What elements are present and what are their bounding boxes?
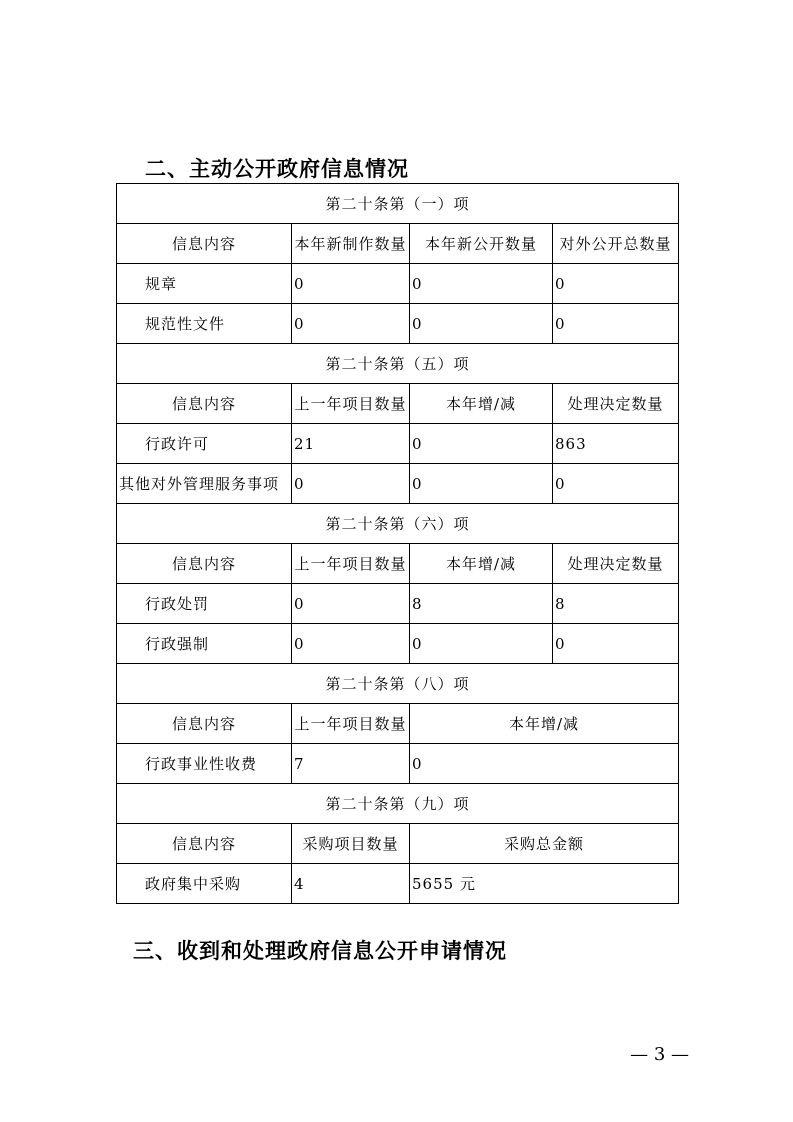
header-cell: 上一年项目数量: [292, 384, 410, 424]
table-row: [117, 304, 679, 344]
value-cell: 0: [292, 264, 410, 304]
value-cell: 0: [410, 424, 553, 464]
table-row: [117, 264, 679, 304]
value-cell: 0: [410, 624, 553, 664]
value-cell: 863: [553, 424, 679, 464]
section-3-heading: 三、收到和处理政府信息公开申请情况: [133, 939, 507, 963]
page-number: — 3 —: [630, 1044, 689, 1065]
header-row: [117, 544, 679, 584]
row-label: 规章: [117, 264, 292, 304]
section-title: 第二十条第（八）项: [117, 664, 679, 704]
value-cell: 0: [410, 264, 553, 304]
row-label: 其他对外管理服务事项: [117, 464, 292, 504]
header-cell: 信息内容: [117, 224, 292, 264]
value-cell: 0: [292, 584, 410, 624]
info-disclosure-table: [116, 183, 679, 904]
value-cell: 0: [553, 264, 679, 304]
header-cell: 上一年项目数量: [292, 704, 410, 744]
header-cell: 本年新制作数量: [292, 224, 410, 264]
header-row: [117, 704, 679, 744]
row-label: 行政许可: [117, 424, 292, 464]
header-row: [117, 824, 679, 864]
table-row: [117, 464, 679, 504]
header-cell: 对外公开总数量: [553, 224, 679, 264]
section-row: [117, 784, 679, 824]
section-title: 第二十条第（一）项: [117, 184, 679, 224]
table-row: [117, 864, 679, 904]
header-cell: 信息内容: [117, 824, 292, 864]
value-cell: 7: [292, 744, 410, 784]
table-row: [117, 584, 679, 624]
row-label: 行政处罚: [117, 584, 292, 624]
header-cell: 上一年项目数量: [292, 544, 410, 584]
value-cell: 21: [292, 424, 410, 464]
value-cell: 5655 元: [410, 864, 679, 904]
header-cell: 采购项目数量: [292, 824, 410, 864]
header-cell: 本年增/减: [410, 704, 679, 744]
header-cell: 信息内容: [117, 544, 292, 584]
header-cell: 本年增/减: [410, 544, 553, 584]
section-row: [117, 344, 679, 384]
value-cell: 8: [410, 584, 553, 624]
value-cell: 0: [410, 464, 553, 504]
header-cell: 处理决定数量: [553, 384, 679, 424]
value-cell: 4: [292, 864, 410, 904]
header-cell: 采购总金额: [410, 824, 679, 864]
section-row: [117, 184, 679, 224]
header-cell: 处理决定数量: [553, 544, 679, 584]
value-cell: 8: [553, 584, 679, 624]
header-row: [117, 384, 679, 424]
header-cell: 信息内容: [117, 384, 292, 424]
value-cell: 0: [553, 304, 679, 344]
header-cell: 本年增/减: [410, 384, 553, 424]
value-cell: 0: [553, 464, 679, 504]
value-cell: 0: [292, 624, 410, 664]
row-label: 行政事业性收费: [117, 744, 292, 784]
section-row: [117, 504, 679, 544]
header-cell: 信息内容: [117, 704, 292, 744]
value-cell: 0: [292, 304, 410, 344]
value-cell: 0: [553, 624, 679, 664]
section-row: [117, 664, 679, 704]
section-2-heading: 二、主动公开政府信息情况: [145, 157, 409, 181]
header-cell: 本年新公开数量: [410, 224, 553, 264]
header-row: [117, 224, 679, 264]
value-cell: 0: [410, 304, 553, 344]
section-title: 第二十条第（九）项: [117, 784, 679, 824]
value-cell: 0: [292, 464, 410, 504]
section-title: 第二十条第（五）项: [117, 344, 679, 384]
table-row: [117, 744, 679, 784]
table-row: [117, 424, 679, 464]
value-cell: 0: [410, 744, 679, 784]
table-row: [117, 624, 679, 664]
row-label: 规范性文件: [117, 304, 292, 344]
row-label: 政府集中采购: [117, 864, 292, 904]
section-title: 第二十条第（六）项: [117, 504, 679, 544]
row-label: 行政强制: [117, 624, 292, 664]
